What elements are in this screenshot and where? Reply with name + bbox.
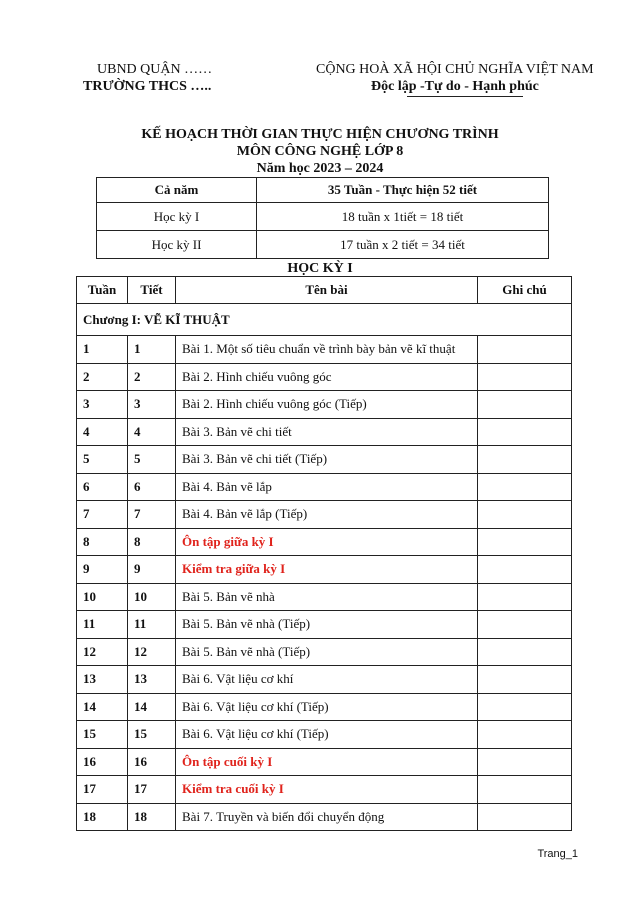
table-row [77,363,572,391]
period-cell: 7 [128,501,176,529]
period-cell: 3 [128,391,176,419]
period-cell: 9 [128,556,176,584]
lesson-cell: Kiểm tra giữa kỳ I [176,556,478,584]
week-cell: 3 [77,391,128,419]
chapter-title: Chương I: VẼ KĨ THUẬT [77,304,572,336]
week-cell: 4 [77,418,128,446]
period-cell: 4 [128,418,176,446]
period-cell: 12 [128,638,176,666]
week-cell: 8 [77,528,128,556]
table-row [77,611,572,639]
period-cell: 8 [128,528,176,556]
week-cell: 14 [77,693,128,721]
school-year: Năm học 2023 – 2024 [256,161,384,176]
note-cell [478,556,572,584]
note-cell [478,418,572,446]
table-row [77,748,572,776]
motto-underline [407,96,523,97]
note-cell [478,803,572,831]
period-cell: 16 [128,748,176,776]
lesson-cell: Bài 3. Bản vẽ chi tiết [176,418,478,446]
table-row [77,528,572,556]
week-cell: 11 [77,611,128,639]
note-cell [478,693,572,721]
summary-value: 18 tuần x 1tiết = 18 tiết [257,203,549,231]
week-cell: 5 [77,446,128,474]
summary-label: Cả năm [97,178,257,203]
week-cell: 1 [77,336,128,364]
week-cell: 10 [77,583,128,611]
header-period: Tiết [128,277,176,304]
period-cell: 17 [128,776,176,804]
lesson-cell: Bài 3. Bản vẽ chi tiết (Tiếp) [176,446,478,474]
summary-value: 17 tuần x 2 tiết = 34 tiết [257,231,549,259]
table-row [77,556,572,584]
lesson-cell: Bài 1. Một số tiêu chuẩn về trình bày bản vẽ kĩ thuật [176,336,478,364]
week-cell: 7 [77,501,128,529]
table-row [77,638,572,666]
table-row [77,803,572,831]
table-row [77,501,572,529]
period-cell: 18 [128,803,176,831]
lesson-cell: Bài 5. Bản vẽ nhà (Tiếp) [176,611,478,639]
note-cell [478,528,572,556]
period-cell: 1 [128,336,176,364]
school-name: TRƯỜNG THCS ….. [83,79,212,94]
table-row [77,391,572,419]
header-week: Tuần [77,277,128,304]
header-lesson: Tên bài [176,277,478,304]
week-cell: 13 [77,666,128,694]
summary-label: Học kỳ I [97,203,257,231]
lesson-cell: Bài 6. Vật liệu cơ khí (Tiếp) [176,721,478,749]
note-cell [478,336,572,364]
lesson-cell: Bài 7. Truyền và biến đổi chuyển động [176,803,478,831]
note-cell [478,748,572,776]
schedule-table [76,276,572,831]
lesson-cell: Bài 2. Hình chiếu vuông góc (Tiếp) [176,391,478,419]
table-row [77,418,572,446]
week-cell: 6 [77,473,128,501]
summary-row [97,203,549,231]
table-row [77,693,572,721]
period-cell: 5 [128,446,176,474]
week-cell: 2 [77,363,128,391]
table-header-row [77,277,572,304]
week-cell: 15 [77,721,128,749]
table-row [77,473,572,501]
summary-row [97,178,549,203]
table-row [77,721,572,749]
week-cell: 17 [77,776,128,804]
national-motto: Độc lập -Tự do - Hạnh phúc [371,79,539,94]
period-cell: 13 [128,666,176,694]
summary-value: 35 Tuần - Thực hiện 52 tiết [257,178,549,203]
lesson-cell: Bài 5. Bản vẽ nhà [176,583,478,611]
lesson-cell: Bài 6. Vật liệu cơ khí (Tiếp) [176,693,478,721]
plan-title: KẾ HOẠCH THỜI GIAN THỰC HIỆN CHƯƠNG TRÌNH [141,127,499,142]
note-cell [478,391,572,419]
summary-label: Học kỳ II [97,231,257,259]
table-row [77,446,572,474]
lesson-cell: Bài 2. Hình chiếu vuông góc [176,363,478,391]
chapter-row [77,304,572,336]
period-cell: 6 [128,473,176,501]
table-row [77,776,572,804]
note-cell [478,776,572,804]
header-note: Ghi chú [478,277,572,304]
note-cell [478,473,572,501]
note-cell [478,666,572,694]
lesson-cell: Bài 6. Vật liệu cơ khí [176,666,478,694]
lesson-cell: Ôn tập cuối kỳ I [176,748,478,776]
table-row [77,666,572,694]
lesson-cell: Bài 5. Bản vẽ nhà (Tiếp) [176,638,478,666]
note-cell [478,501,572,529]
lesson-cell: Bài 4. Bản vẽ lắp [176,473,478,501]
note-cell [478,583,572,611]
table-row [77,336,572,364]
week-cell: 16 [77,748,128,776]
lesson-cell: Kiểm tra cuối kỳ I [176,776,478,804]
note-cell [478,446,572,474]
note-cell [478,638,572,666]
week-cell: 18 [77,803,128,831]
period-cell: 11 [128,611,176,639]
lesson-cell: Ôn tập giữa kỳ I [176,528,478,556]
week-cell: 12 [77,638,128,666]
period-cell: 2 [128,363,176,391]
semester-title: HỌC KỲ I [287,261,353,276]
note-cell [478,721,572,749]
subject-title: MÔN CÔNG NGHỆ LỚP 8 [236,144,404,159]
district-label: UBND QUẬN …… [97,62,213,77]
period-cell: 15 [128,721,176,749]
summary-table [96,177,549,259]
note-cell [478,363,572,391]
national-title: CỘNG HOÀ XÃ HỘI CHỦ NGHĨA VIỆT NAM [316,62,594,77]
note-cell [478,611,572,639]
week-cell: 9 [77,556,128,584]
lesson-cell: Bài 4. Bản vẽ lắp (Tiếp) [176,501,478,529]
table-row [77,583,572,611]
period-cell: 14 [128,693,176,721]
page-number: Trang_1 [537,848,578,860]
period-cell: 10 [128,583,176,611]
summary-row [97,231,549,259]
